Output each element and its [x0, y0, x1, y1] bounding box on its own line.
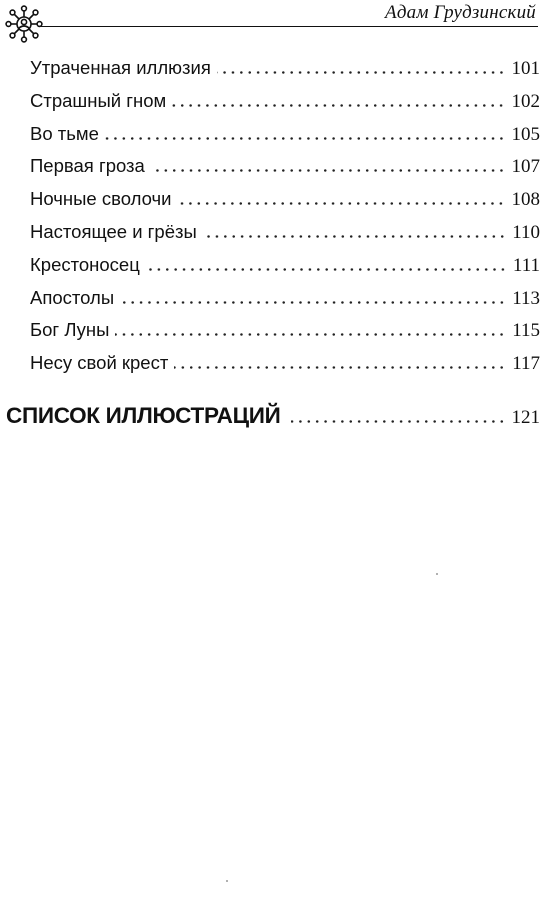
- toc-entry-page: 113: [512, 288, 540, 309]
- toc-entry: [30, 56, 540, 81]
- toc-entry-title: Бог Луны: [30, 319, 110, 340]
- toc-entry-page: 115: [512, 320, 540, 341]
- dot-leader: [291, 420, 506, 423]
- page-header: [0, 0, 544, 46]
- dot-leader: [146, 268, 507, 271]
- toc-entry: [30, 286, 540, 311]
- toc-entry-title: Ночные сволочи: [30, 188, 172, 209]
- paper-speck: [226, 880, 228, 882]
- toc-entry-page: 107: [511, 156, 540, 177]
- toc-entry: [30, 318, 540, 343]
- dot-leader: [174, 366, 506, 369]
- dot-leader: [172, 104, 505, 107]
- toc-section-page: 121: [511, 407, 540, 428]
- dot-leader: [217, 71, 506, 74]
- paper-speck: [436, 573, 438, 575]
- toc-entry-title: Несу свой крест: [30, 352, 169, 373]
- toc-entry-page: 102: [511, 91, 540, 112]
- toc-entry-page: 108: [511, 189, 540, 210]
- toc-entry-title: Настоящее и грёзы: [30, 221, 197, 242]
- toc-entry: [30, 220, 540, 245]
- dot-leader: [203, 235, 506, 238]
- dot-leader: [115, 333, 506, 336]
- toc-entry: [30, 253, 540, 278]
- toc-entry-title: Апостолы: [30, 287, 115, 308]
- toc-entry-title: Первая гроза: [30, 155, 145, 176]
- toc-entry-title: Утраченная иллюзия: [30, 57, 211, 78]
- dot-leader: [177, 202, 505, 205]
- toc-entry-title: Страшный гном: [30, 90, 167, 111]
- dot-leader: [105, 137, 506, 140]
- circle-node-ornament-icon: [2, 2, 46, 46]
- running-head-author: Адам Грудзинский: [385, 2, 536, 23]
- toc-entry-page: 110: [512, 222, 540, 243]
- toc-entry-page: 105: [511, 124, 540, 145]
- toc-entry: [30, 154, 540, 179]
- toc-entry-title: Во тьме: [30, 123, 99, 144]
- toc-section-entry: [6, 402, 540, 430]
- toc-entry-page: 117: [512, 353, 540, 374]
- toc-section-title: СПИСОК ИЛЛЮСТРАЦИЙ: [6, 403, 281, 428]
- toc-entry-page: 101: [511, 58, 540, 79]
- toc-entry: [30, 122, 540, 147]
- toc-entry: [30, 187, 540, 212]
- header-rule: [38, 26, 538, 27]
- dot-leader: [151, 169, 506, 172]
- toc-entry-page: 111: [512, 255, 540, 276]
- dot-leader: [120, 301, 506, 304]
- toc-entry: [30, 351, 540, 376]
- toc-entry: [30, 89, 540, 114]
- toc-entry-title: Крестоносец: [30, 254, 140, 275]
